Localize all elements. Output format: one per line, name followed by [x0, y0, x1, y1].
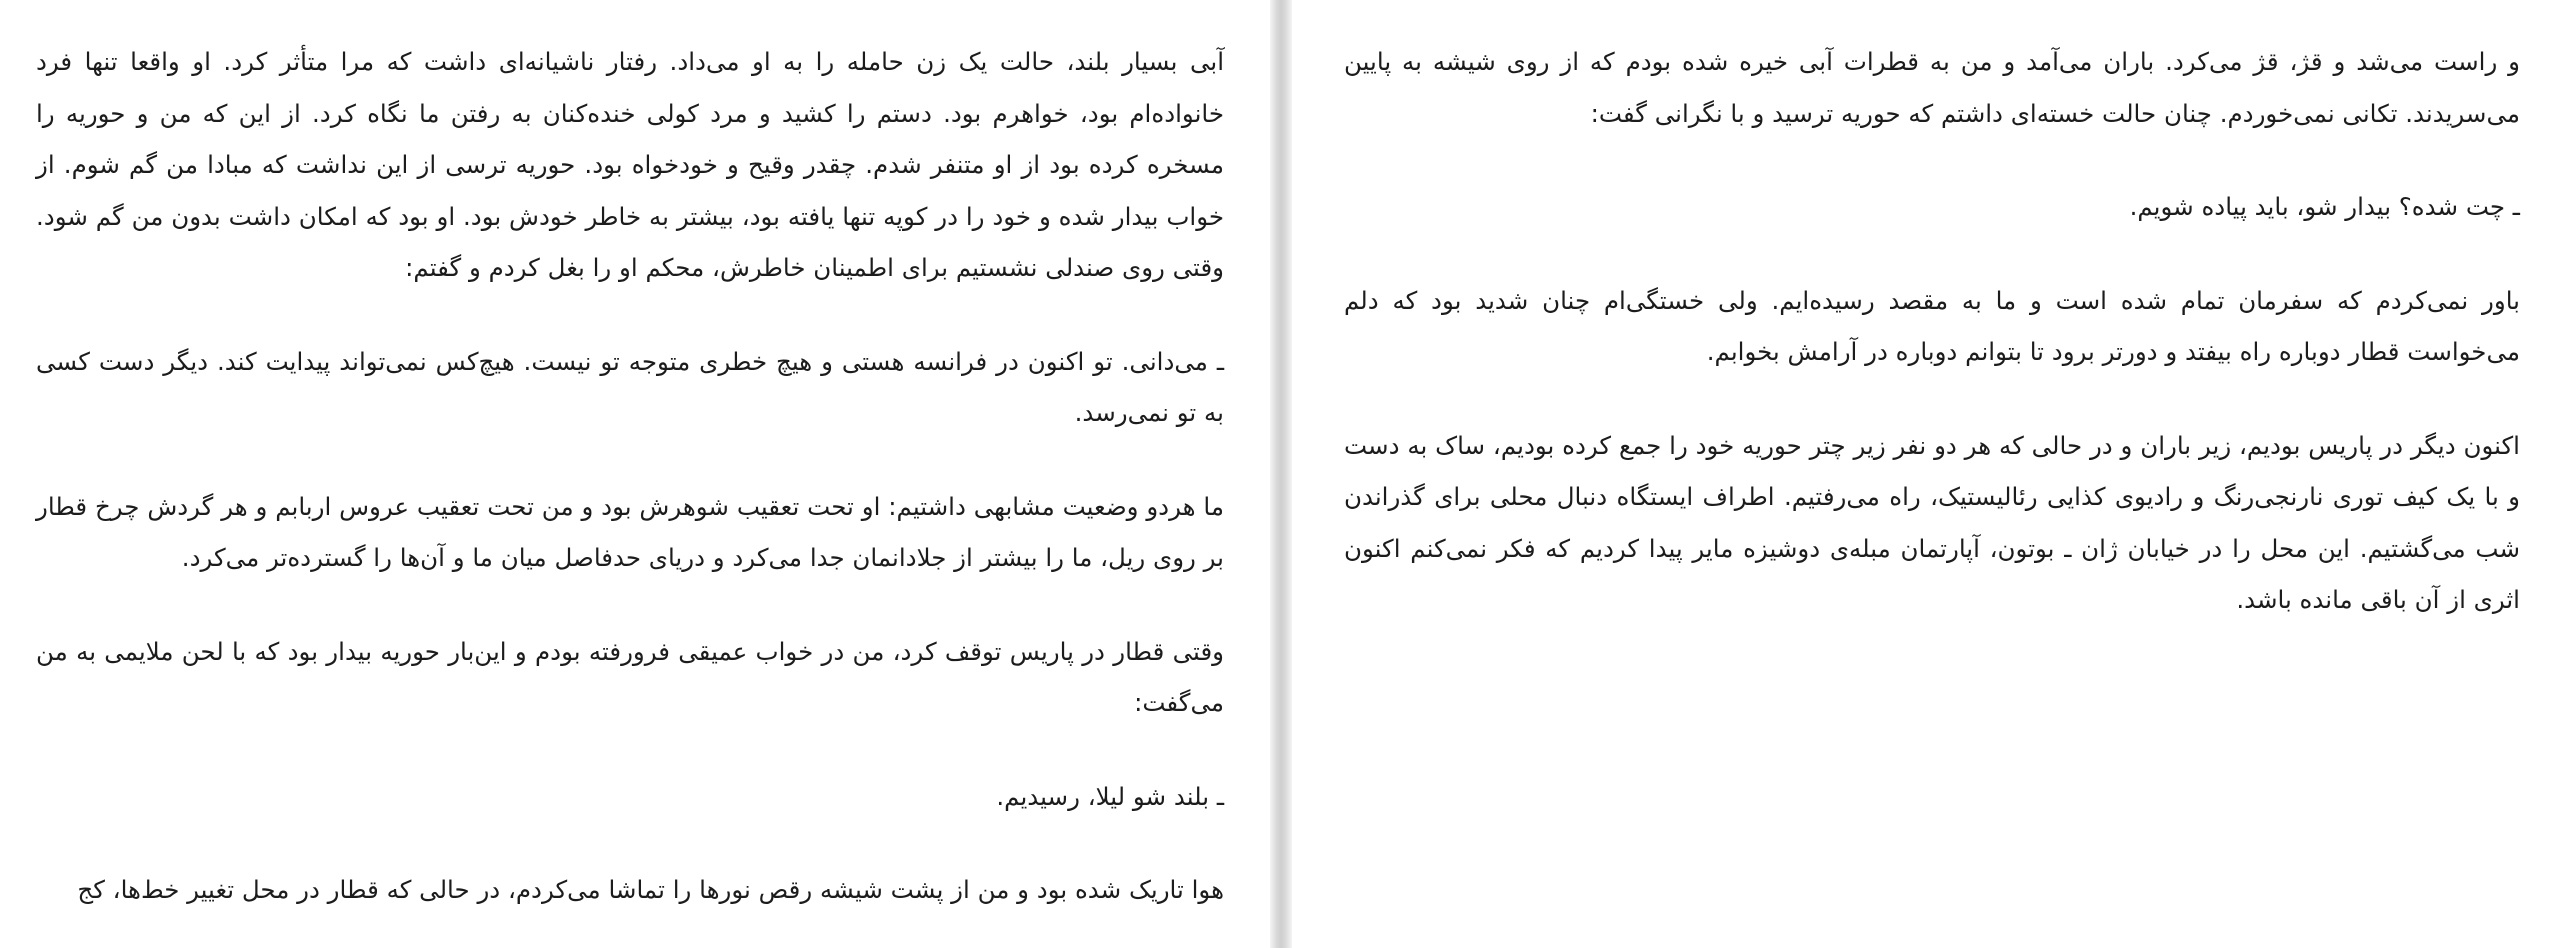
dialogue-paragraph: ـ چت شده؟ بیدار شو، باید پیاده شویم.: [2129, 192, 2520, 221]
right-page: [1292, 0, 2560, 948]
paragraph: ما هردو وضعیت مشابهی داشتیم: او تحت تعقیب شوهرش بود و من تحت تعقیب عروس اربابم و هر گردش چرخ قطار بر روی ریل، ما را بیشتر از جلادانمان جدا می‌کرد و دریای حدفاصل میان ما و آن‌ها را گسترده‌تر می‌کرد.: [36, 491, 1224, 572]
paragraph: آبی بسیار بلند، حالت یک زن حامله را به او می‌داد. رفتار ناشیانه‌ای داشت که مرا متأثر کرد. او واقعا تنها فرد خانواده‌ام بود، خواهرم بود. دستم را کشید و مرد کولی خنده‌کنان به رفتن ما نگاه کرد. از این که من و حوریه را مسخره کرده بود از او متنفر شدم. چقدر وقیح و خودخواه بود. حوریه ترسی از این نداشت که مبادا من گم شوم. از خواب بیدار شده و خود را در کوپه تنها یافته بود، بیشتر به خاطر خودش بود. او بود که امکان داشت بدون من گم شود. وقتی روی صندلی نشستیم برای اطمینان خاطرش، محکم او را بغل کردم و گفتم:: [36, 47, 1224, 282]
page-gutter: [1270, 0, 1292, 948]
dialogue-paragraph: ـ می‌دانی. تو اکنون در فرانسه هستی و هیچ خطری متوجه تو نیست. هیچ‌کس نمی‌تواند پیدایت کند. دیگر دست کسی به تو نمی‌رسد.: [36, 346, 1224, 427]
paragraph: وقتی قطار در پاریس توقف کرد، من در خواب عمیقی فرورفته بودم و این‌بار حوریه بیدار بود که با لحن ملایمی به من می‌گفت:: [36, 636, 1224, 717]
left-page: [0, 0, 1270, 948]
paragraph: و راست می‌شد و قژ، قژ می‌کرد. باران می‌آمد و من به قطرات آبی خیره شده بودم که از روی شیشه به پایین می‌سریدند. تکانی نمی‌خوردم. چنان حالت خسته‌ای داشتم که حوریه ترسید و با نگرانی گفت:: [1344, 47, 2520, 128]
right-page-text: [1344, 36, 2520, 626]
paragraph: باور نمی‌کردم که سفرمان تمام شده است و ما به مقصد رسیده‌ایم. ولی خستگی‌ام چنان شدید بود که دلم می‌خواست قطار دوباره راه بیفتد و دورتر برود تا بتوانم دوباره در آرامش بخوابم.: [1344, 285, 2520, 366]
paragraph: هوا تاریک شده بود و من از پشت شیشه رقص نورها را تماشا می‌کردم، در حالی که قطار در محل تغییر خط‌ها، کج: [77, 875, 1224, 904]
left-page-text: [36, 36, 1224, 916]
paragraph: اکنون دیگر در پاریس بودیم، زیر باران و در حالی که هر دو نفر زیر چتر حوریه خود را جمع کرده بودیم، ساک به دست و با یک کیف توری نارنجی‌رنگ و رادیوی کذایی رئالیستیک، راه می‌رفتیم. اطراف ایستگاه دنبال محلی برای گذراندن شب می‌گشتیم. این محل را در خیابان ژان ـ بوتون، آپارتمان مبله‌ی دوشیزه مایر پیدا کردیم که فکر نمی‌کنم اکنون اثری از آن باقی مانده باشد.: [1344, 430, 2520, 614]
dialogue-paragraph: ـ بلند شو لیلا، رسیدیم.: [996, 781, 1224, 811]
